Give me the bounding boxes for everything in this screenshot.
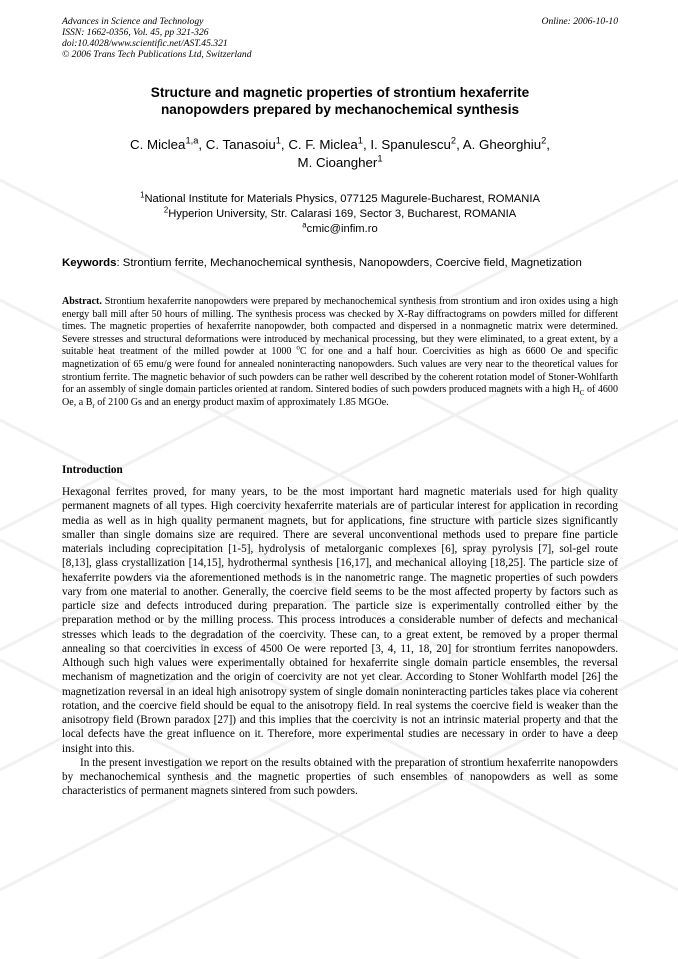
journal-name: Advances in Science and Technology (62, 16, 204, 27)
abstract-label: Abstract. (62, 296, 102, 307)
publication-header (62, 16, 618, 60)
email-text: cmic@infim.ro (306, 223, 378, 235)
author-affil-sup: 2 (450, 135, 457, 146)
keywords-text: : Strontium ferrite, Mechanochemical synthesis, Nanopowders, Coercive field, Magnetization (116, 257, 582, 269)
abstract-text: Strontium hexaferrite nanopowders were prepared by mechanochemical synthesis from strontium and iron oxides using a high energy ball mill after 50 hours of milling. The synthesis process was checked by X-Ray diffractograms on powders milled for different times. The magnetic properties of hexaferrite nanopowder, both compacted and dispersed in a nonmagnetic matrix were determined. Severe stresses and structural deformations were introduced by mechanical processing, but they were eliminated, to a great extent, by a suitable heat treatment of the milled powder at 1000 (62, 296, 618, 358)
abstract-text: of 4600 Oe, a B (62, 384, 618, 408)
abstract-text: C for one and a half hour. Coercivities as high as 6600 Oe and specific magnetization of 65 emu/g were found for annealed noninteracting nanopowders. Such values are very near to the theoretical values for strontium ferrite. The magnetic behavior of such powders can be rather well described by the coherent rotation model of Stoner-Wohlfarth for an assembly of single domain particles oriented at random. Sintered bodies of such powders produced magnets with a high H (62, 346, 618, 396)
author-affil-sup: 1 (357, 135, 363, 146)
introduction-body (62, 485, 618, 799)
author-name: C. Miclea (130, 137, 186, 152)
section-heading-introduction: Introduction (62, 464, 123, 476)
paragraph: In the present investigation we report on the results obtained with the preparation of strontium hexaferrite nanopowders by mechanochemical synthesis and the magnetic properties of such ensembles of nanopowders as well as some characteristics of permanent magnets sintered from such powders. (62, 756, 618, 798)
online-date: Online: 2006-10-10 (541, 16, 618, 27)
author-name: C. Tanasoiu (205, 137, 276, 152)
author-list: C. Miclea$^{1,a}$, C. Tanasoiu$^1$, C. F. Miclea$^1$, I. Spanulescu$^2$, A. Gheorghiu$^2$, M. Cioangher$^1$ (130, 135, 550, 170)
affil-text: Hyperion University, Str. Calarasi 169, Sector 3, Bucharest, ROMANIA (168, 208, 517, 220)
abstract-text: of 2100 Gs and an energy product maxim of approximately 1.85 MGOe. (94, 396, 389, 408)
author-name: A. Gheorghiu (462, 137, 542, 152)
author-affil-sup: 2 (541, 135, 547, 146)
author-affil-sup: 1,a (185, 135, 199, 146)
title-line-1: Structure and magnetic properties of strontium hexaferrite (150, 85, 530, 100)
keywords-label: Keywords (62, 257, 117, 269)
doi-line: doi:10.4028/www.scientific.net/AST.45.321 (62, 38, 228, 49)
affiliations (62, 192, 618, 237)
author-name: I. Spanulescu (370, 137, 451, 152)
affil-sup: a (302, 220, 307, 230)
author-name: C. F. Miclea (288, 137, 358, 152)
br-sub: r (92, 401, 95, 410)
affiliation-1 (62, 192, 618, 207)
abstract (62, 296, 618, 409)
affil-sup: 1 (140, 190, 145, 200)
copyright-line: © 2006 Trans Tech Publications Ltd, Switzerland (62, 49, 252, 60)
paragraph: Hexagonal ferrites proved, for many years, to be the most important hard magnetic materials used for high quality permanent magnets of all types. High coercivity hexaferrite materials are of particular interest for application in recording media as well as in high quality permanent magnets, but for applications, fine structure with particle sizes significantly smaller than single domains size are required. There are several unconventional methods used to prepare fine particle materials including coprecipitation [1-5], hydrolysis of metalorganic complexes [6], spray pyrolysis [7], sol-gel route [8,13], glass crystallization [14,15], hydrothermal synthesis [16,17], and mechanical alloying [18,25]. The particle size of hexaferrite powders via the aforementioned methods is in the nanometric range. The magnetic properties of such powders vary from one material to another. Generally, the coercive field seems to be the most affected property by factors such as particle size and defects introduced during preparation. The particle size is experimentally controlled either by the preparation method or by the milling process. This process introduces a considerable number of defects and mechanical stresses which leads to the degradation of the coercivity. These can, to a great extent, be removed by a proper thermal annealing so that coercivities in excess of 4500 Oe were reported [3, 4, 11, 18, 20] for strontium ferrites nanopowders. Although such high values were experimentally obtained for hexaferrite single domain particle ensembles, the reversal mechanism of magnetization and the origin of coercivity are not yet clear. According to Stoner Wohlfarth model [26] the magnetization reversal in an ideal high anisotropy system of single domain noninteracting particles takes place via coherent rotation, and the coercive field should be equal to the anisotropy field. In real systems the coercive field is weaker than the anisotropy field (Brown paradox [27]) and this implies that the coercivity is not an intrinsic material property and that the local defects have the great influence on it. Therefore, more experimental studies are necessary in order to have a deep insight into this. (62, 486, 618, 755)
paper-title (62, 84, 618, 118)
degree-sup: o (296, 344, 300, 353)
affiliation-2 (62, 207, 618, 222)
issn-line: ISSN: 1662-0356, Vol. 45, pp 321-326 (62, 27, 209, 38)
affil-sup: 2 (163, 205, 169, 215)
keywords (62, 256, 618, 271)
author-affil-sup: 1 (275, 135, 281, 146)
author-name: M. Cioangher (297, 155, 378, 170)
author-email (62, 222, 618, 237)
affil-text: National Institute for Materials Physics, 077125 Magurele-Bucharest, ROMANIA (144, 193, 540, 205)
hc-sub: C (579, 389, 585, 398)
author-affil-sup: 1 (377, 153, 383, 164)
title-line-2: nanopowders prepared by mechanochemical synthesis (160, 102, 520, 117)
